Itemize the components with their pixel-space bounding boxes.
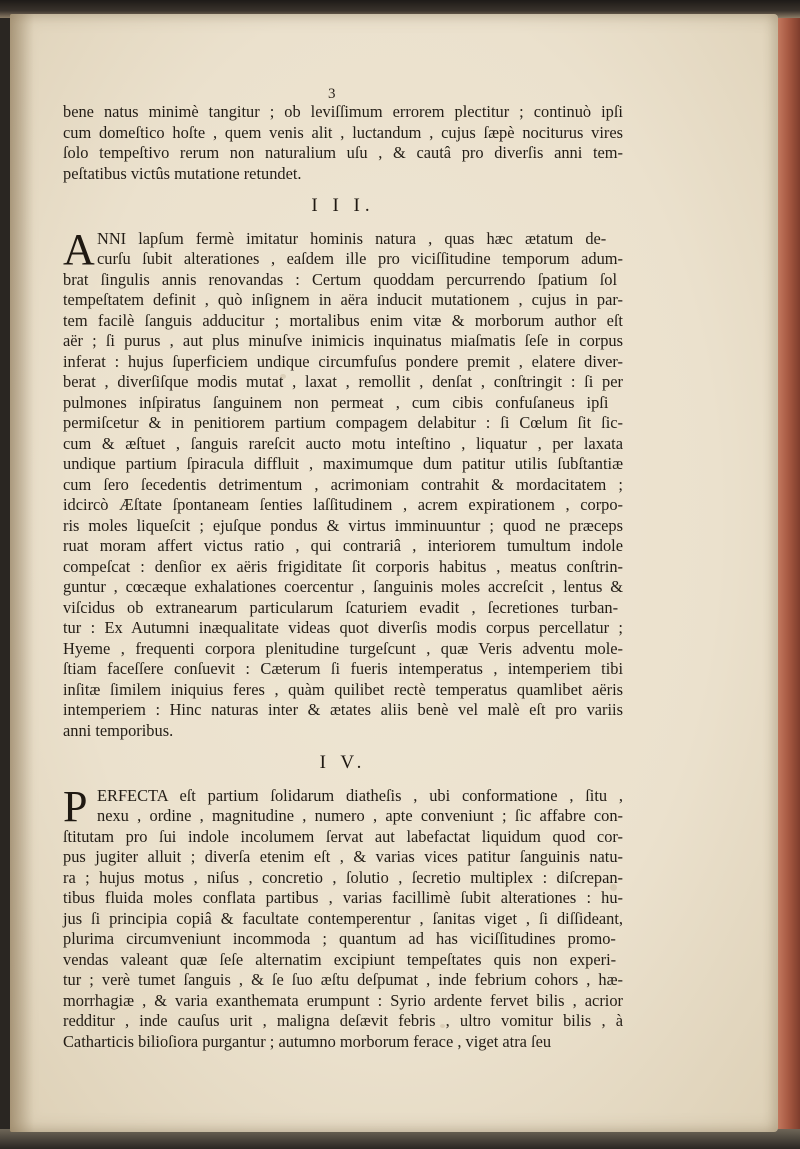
text-line: Catharticis bilioſiora purgantur ; autumno morborum ferace , viget atra ſeu xyxy=(63,1031,552,1051)
text-line: berat , diverſiſque modis mutat , laxat , remollit , denſat , conſtringit : ſi per xyxy=(63,372,623,391)
text-line: inferat : hujus ſuperficiem undique circumfuſus pondere premit , elatere diver- xyxy=(63,351,623,371)
text-line: ra ; hujus motus , niſus , concretio , ſolutio , ſecretio multiplex : diſcrepan- xyxy=(63,867,623,887)
text-line: undique partium ſpiracula diffluit , maximumque dum patitur utilis ſubſtantiæ xyxy=(63,454,623,473)
text-line: idcircò Æſtate ſpontaneam ſenties laſſitudinem , acrem expirationem , corpo- xyxy=(63,495,623,514)
section-4-paragraph xyxy=(63,781,623,1053)
text-line: inſitæ ſimilem iniquius feres , quàm quilibet rectè temperatus quamlibet aëris xyxy=(63,679,623,699)
drop-cap: P xyxy=(63,781,88,831)
book-page xyxy=(10,14,778,1132)
page-gutter xyxy=(10,14,34,1132)
text-line: pulmones inſpiratus ſanguinem non permeat , cum cibis confuſaneus ipſi xyxy=(63,392,609,412)
text-line: vendas valeant quæ ſeſe alternatim excipiunt tempeſtates quis non experi- xyxy=(63,949,617,969)
text-line: ſolo tempeſtivo rerum non naturalium uſu , & cautâ pro diverſis anni tem- xyxy=(63,143,623,162)
text-line: tur : Ex Autumni inæqualitate videas quot diverſis modis corpus percellatur ; xyxy=(63,618,623,637)
section-3-paragraph xyxy=(63,224,623,742)
text-line: tur ; verè tumet ſanguis , & ſe ſuo æſtu deſpumat , inde febrium cohors , hæ- xyxy=(63,970,623,989)
text-line: intemperiem : Hinc naturas inter & ætates aliis benè vel malè eſt pro variis xyxy=(63,700,623,719)
text-line: morrhagiæ , & varia exanthemata erumpunt : Syrio ardente fervet bilis , acrior xyxy=(63,990,623,1010)
intro-paragraph xyxy=(63,102,623,184)
text-line: ruat moram affert victus ratio , qui contrariâ , interiorem tumultum indole xyxy=(63,536,623,555)
text-line: curſu ſubit alterationes , eaſdem ille pro viciſſitudine temporum adum- xyxy=(97,249,623,268)
text-line: cum domeſtico hoſte , quem venis alit , luctandum , cujus ſæpè nociturus vires xyxy=(63,122,623,142)
text-line: guntur , cœcæque exhalationes coercentur , ſanguinis moles accreſcit , lentus & xyxy=(63,577,623,596)
text-line: jus ſi principia copiâ & facultate contemperentur , ſanitas viget , ſi diſſideant, xyxy=(63,908,623,928)
text-line: redditur , inde cauſus urit , maligna deſævit febris , ultro vomitur bilis , à xyxy=(63,1011,623,1030)
text-line: cum & æſtuet , ſanguis rareſcit aucto motu inteſtino , liquatur , per laxata xyxy=(63,433,623,453)
text-line: pus jugiter alluit ; diverſa etenim eſt , & varias vices patitur ſanguinis natu- xyxy=(63,847,623,866)
page-text xyxy=(63,102,623,1052)
drop-cap: A xyxy=(63,224,95,274)
section-heading-4: I V. xyxy=(319,752,367,773)
text-line: anni temporibus. xyxy=(63,720,174,740)
text-line: compeſcat : denſior ex aëris frigiditate ſit corporis habitus , meatus conſtrin- xyxy=(63,556,623,576)
page-number: 3 xyxy=(328,86,336,102)
text-line: viſcidus ob extranearum particularum ſcaturiem evadit , ſecretiones turban- xyxy=(63,597,619,617)
text-line: aër ; ſi purus , aut plus minuſve inimicis inquinatus miaſmatis ſeſe in corpus xyxy=(63,331,623,350)
text-line: tempeſtatem definit , quò inſignem in aëra inducit mutationem , cujus in par- xyxy=(63,290,623,309)
text-line: NNI lapſum fermè imitatur hominis natura , quas hæc ætatum de- xyxy=(97,228,607,248)
text-line: ſtitutam pro ſui indole incolumem ſervat aut labefactat liquidum quod cor- xyxy=(63,826,623,846)
text-line: bene natus minimè tangitur ; ob leviſſimum errorem plectitur ; continuò ipſi xyxy=(63,102,623,121)
text-line: ERFECTA eſt partium ſolidarum diatheſis , ubi conformatione , ſitu , xyxy=(97,785,623,805)
book-bottom-edge xyxy=(0,1129,800,1149)
section-heading-3: I I I. xyxy=(311,195,375,216)
book-cover-edge xyxy=(776,18,800,1149)
text-line: cum ſero ſecedentis detrimentum , acrimoniam contrahit & mordacitatem ; xyxy=(63,474,623,494)
text-line: brat ſingulis annis renovandas : Certum quoddam percurrendo ſpatium ſol xyxy=(63,269,618,289)
text-line: permiſcetur & in penitiorem partium compagem delabitur : ſi Cœlum ſit ſic- xyxy=(63,413,623,432)
text-line: Hyeme , frequenti corpora plenitudine turgeſcunt , quæ Veris adventu mole- xyxy=(63,638,623,658)
text-line: plurima circumveniunt incommoda ; quantum ad has viciſſitudines promo- xyxy=(63,929,616,948)
text-line: tem facilè ſanguis adducitur ; mortalibus enim vitæ & morborum author eſt xyxy=(63,310,623,330)
text-line: tibus fluida moles conflata partibus , varias facillimè ſubit alterationes : hu- xyxy=(63,888,623,907)
text-line: nexu , ordine , magnitudine , numero , apte conveniunt ; ſic affabre con- xyxy=(97,806,623,825)
text-line: ſtiam faceſſere conſuevit : Cæterum ſi fueris intemperatus , intemperiem tibi xyxy=(63,659,623,678)
text-line: ris moles liqueſcit ; ejuſque pondus & virtus imminuuntur ; quod ne præceps xyxy=(63,515,623,535)
text-line: peſtatibus victûs mutatione retundet. xyxy=(63,163,302,183)
